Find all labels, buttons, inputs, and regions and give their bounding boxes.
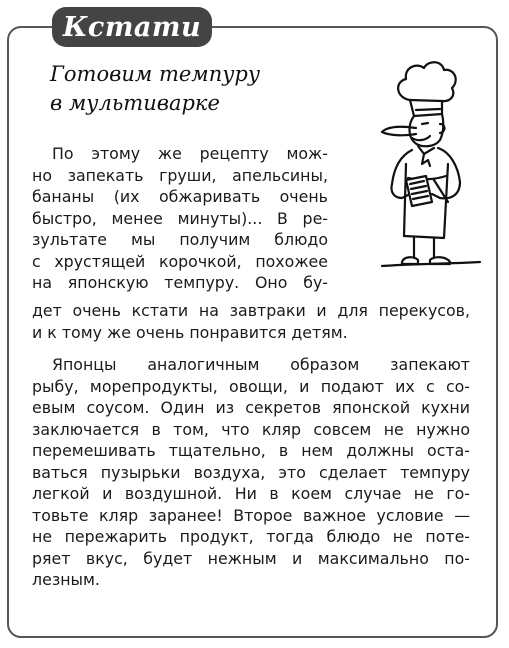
text-line: с хрустящей корочкой, похожее <box>32 251 328 271</box>
badge-label: Кстати <box>62 11 202 43</box>
text-line: и к тому же очень понравится детям. <box>32 322 348 342</box>
text-line: Японцы аналогичным образом запекают <box>52 355 470 374</box>
text-line: лезным. <box>32 570 100 589</box>
header-badge <box>52 7 212 47</box>
text-line: быстро, менее минуты)... В ре- <box>32 208 328 228</box>
paragraph-1-top <box>32 143 328 294</box>
text-line: на японскую темпуру. Оно бу- <box>32 273 328 292</box>
text-line: дет очень кстати на завтраки и для перекусов, <box>32 301 470 320</box>
text-line: евым соусом. Один из секретов японской кухни <box>32 398 470 417</box>
text-line: зультате мы получим блюдо <box>32 230 328 249</box>
text-line: легкой и воздушной. Ни в коем случае не го- <box>32 484 470 503</box>
text-line: бананы (их обжаривать очень <box>32 187 328 206</box>
text-line: товьте кляр заранее! Второе важное условие — <box>32 505 470 525</box>
text-line: не пережарить продукт, тогда блюдо не поте- <box>32 527 470 546</box>
box-title <box>50 60 350 118</box>
title-line-2: в мультиварке <box>50 91 220 115</box>
paragraph-2 <box>32 354 470 591</box>
chef-icon <box>352 52 484 272</box>
text-line: По этому же рецепту мож- <box>52 144 328 163</box>
paragraph-1-bottom <box>32 300 470 343</box>
text-line: заключается в том, что кляр совсем не нужно <box>32 419 470 439</box>
text-line: рыбу, морепродукты, овощи, и подают их с со- <box>32 376 470 396</box>
title-line-1: Готовим темпуру <box>50 62 261 86</box>
text-line: ваться пузырьки воздуха, это сделает темпуру <box>32 462 470 482</box>
text-line: ряет вкус, будет нежным и максимально по- <box>32 548 470 568</box>
text-line: перемешивать тщательно, в нем должны оста- <box>32 441 470 460</box>
text-line: но запекать груши, апельсины, <box>32 165 328 185</box>
